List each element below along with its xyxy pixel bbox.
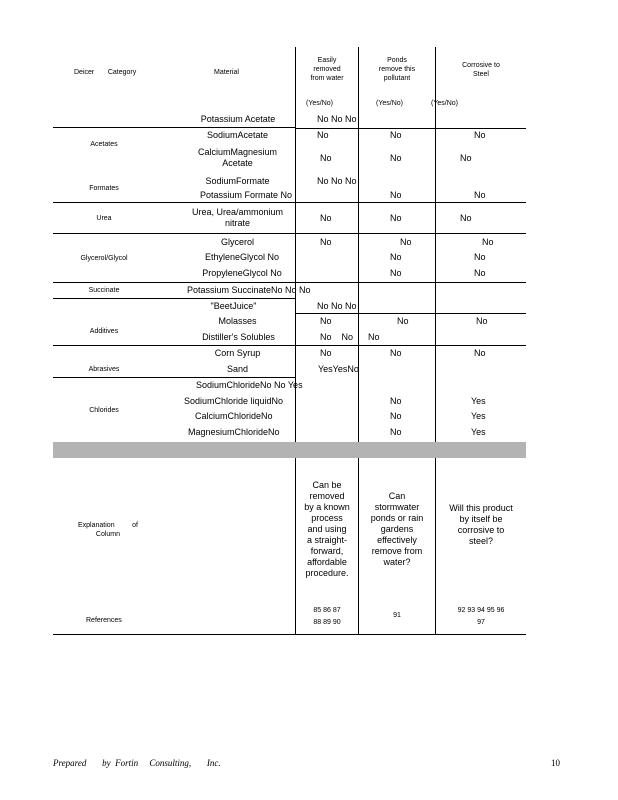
value-corrosive: No — [460, 153, 472, 163]
row-rule — [53, 377, 296, 378]
explanation-ponds-remove: Can stormwater ponds or rain gardens effectively remove from water? — [370, 491, 424, 567]
value-ponds-remove: No — [397, 316, 409, 326]
page-number: 10 — [551, 758, 560, 768]
row-rule — [53, 202, 526, 203]
material-cell: Sand — [226, 364, 249, 374]
value-easily-removed: No No No — [317, 301, 357, 311]
material-cell: Glycerol — [220, 237, 254, 247]
value-corrosive: No — [474, 130, 486, 140]
category-additives: Additives — [89, 328, 119, 335]
value-corrosive: No — [474, 252, 486, 262]
references-corrosive: 92 93 94 95 96 97 — [457, 607, 505, 626]
gray-separator — [53, 442, 526, 458]
material-cell: SodiumChlorideNo No Yes — [196, 380, 303, 390]
value-corrosive: Yes — [471, 427, 486, 437]
category-glycerol: Glycerol/Glycol — [80, 255, 128, 262]
value-easily-removed: No — [320, 348, 332, 358]
value-easily-removed: No — [320, 237, 332, 247]
value-corrosive: No — [474, 268, 486, 278]
material-cell: SodiumFormate — [205, 176, 270, 186]
category-succinate: Succinate — [88, 287, 120, 294]
explanation-easily-removed: Can be removed by a known process and using a straight- forward, affordable procedure. — [304, 480, 350, 578]
value-easily-removed: No — [317, 130, 329, 140]
header-easily-removed: Easily removed from water — [310, 57, 344, 82]
category-urea: Urea — [96, 215, 112, 222]
value-easily-removed: No — [320, 153, 332, 163]
value-ponds-remove: No — [390, 153, 402, 163]
value-ponds-remove: No — [390, 130, 402, 140]
explanation-label: Explanation of Column — [78, 522, 138, 538]
header-deicer-category: Deicer Category — [74, 69, 137, 76]
material-cell: CalciumMagnesium Acetate — [197, 147, 278, 168]
row-rule — [53, 127, 296, 128]
material-cell: Potassium Acetate — [200, 114, 276, 124]
material-cell: PropyleneGlycol No — [202, 268, 282, 278]
value-ponds-remove: No — [390, 213, 402, 223]
material-cell: Potassium SuccinateNo No No — [187, 285, 311, 295]
value-easily-removed: No No No — [320, 332, 380, 342]
value-corrosive: No — [460, 213, 472, 223]
value-easily-removed: No No No — [317, 176, 357, 186]
row-rule — [53, 298, 296, 299]
value-corrosive: Yes — [471, 411, 486, 421]
value-corrosive: No — [474, 348, 486, 358]
header-ponds-remove: Ponds remove this pollutant — [378, 57, 416, 82]
value-ponds-remove: No — [390, 268, 402, 278]
value-easily-removed: No — [320, 316, 332, 326]
header-corrosive: Corrosive to Steel — [462, 62, 500, 78]
material-cell: EthyleneGlycol No — [204, 252, 280, 262]
value-ponds-remove: No — [390, 252, 402, 262]
value-easily-removed: No — [320, 213, 332, 223]
row-rule — [53, 634, 526, 635]
header-yes-no-1: (Yes/No) — [306, 100, 333, 107]
value-easily-removed: YesYesNo — [318, 364, 359, 374]
row-rule — [53, 233, 526, 234]
category-formates: Formates — [89, 185, 119, 192]
value-corrosive: No — [474, 190, 486, 200]
value-ponds-remove: No — [400, 237, 412, 247]
material-cell: "BeetJuice" — [210, 301, 257, 311]
value-corrosive: Yes — [471, 396, 486, 406]
value-ponds-remove: No — [390, 427, 402, 437]
category-abrasives: Abrasives — [88, 366, 120, 373]
category-chlorides: Chlorides — [89, 407, 119, 414]
row-rule — [296, 313, 526, 314]
category-acetates: Acetates — [90, 141, 118, 148]
value-corrosive: No — [476, 316, 488, 326]
material-cell: Molasses — [218, 316, 257, 326]
row-rule — [53, 282, 526, 283]
value-ponds-remove: No — [390, 396, 402, 406]
value-ponds-remove: No — [390, 348, 402, 358]
row-rule — [53, 345, 526, 346]
references-label: References — [86, 617, 122, 624]
header-material: Material — [214, 69, 239, 76]
material-cell: CalciumChlorideNo — [195, 411, 273, 421]
material-cell: Corn Syrup — [214, 348, 261, 358]
row-rule — [296, 128, 526, 129]
references-easily-removed: 85 86 87 88 89 90 — [313, 607, 341, 626]
value-ponds-remove: No — [390, 411, 402, 421]
value-corrosive: No — [482, 237, 494, 247]
value-easily-removed: No No No — [317, 114, 357, 124]
references-ponds-remove: 91 — [393, 612, 401, 619]
material-cell: Urea, Urea/ammonium nitrate — [191, 207, 284, 228]
material-cell: SodiumAcetate — [206, 130, 269, 140]
header-yes-no-3: (Yes/No) — [431, 100, 458, 107]
footer-prepared-by: Prepared by Fortin Consulting, Inc. — [53, 758, 221, 768]
material-cell: Distiller's Solubles — [202, 332, 275, 342]
material-cell: SodiumChloride liquidNo — [184, 396, 284, 406]
value-ponds-remove: No — [390, 190, 402, 200]
material-cell: Potassium Formate No — [199, 190, 293, 200]
explanation-corrosive: Will this product by itself be corrosive to steel? — [449, 503, 513, 546]
header-yes-no-2: (Yes/No) — [376, 100, 403, 107]
material-cell: MagnesiumChlorideNo — [188, 427, 280, 437]
